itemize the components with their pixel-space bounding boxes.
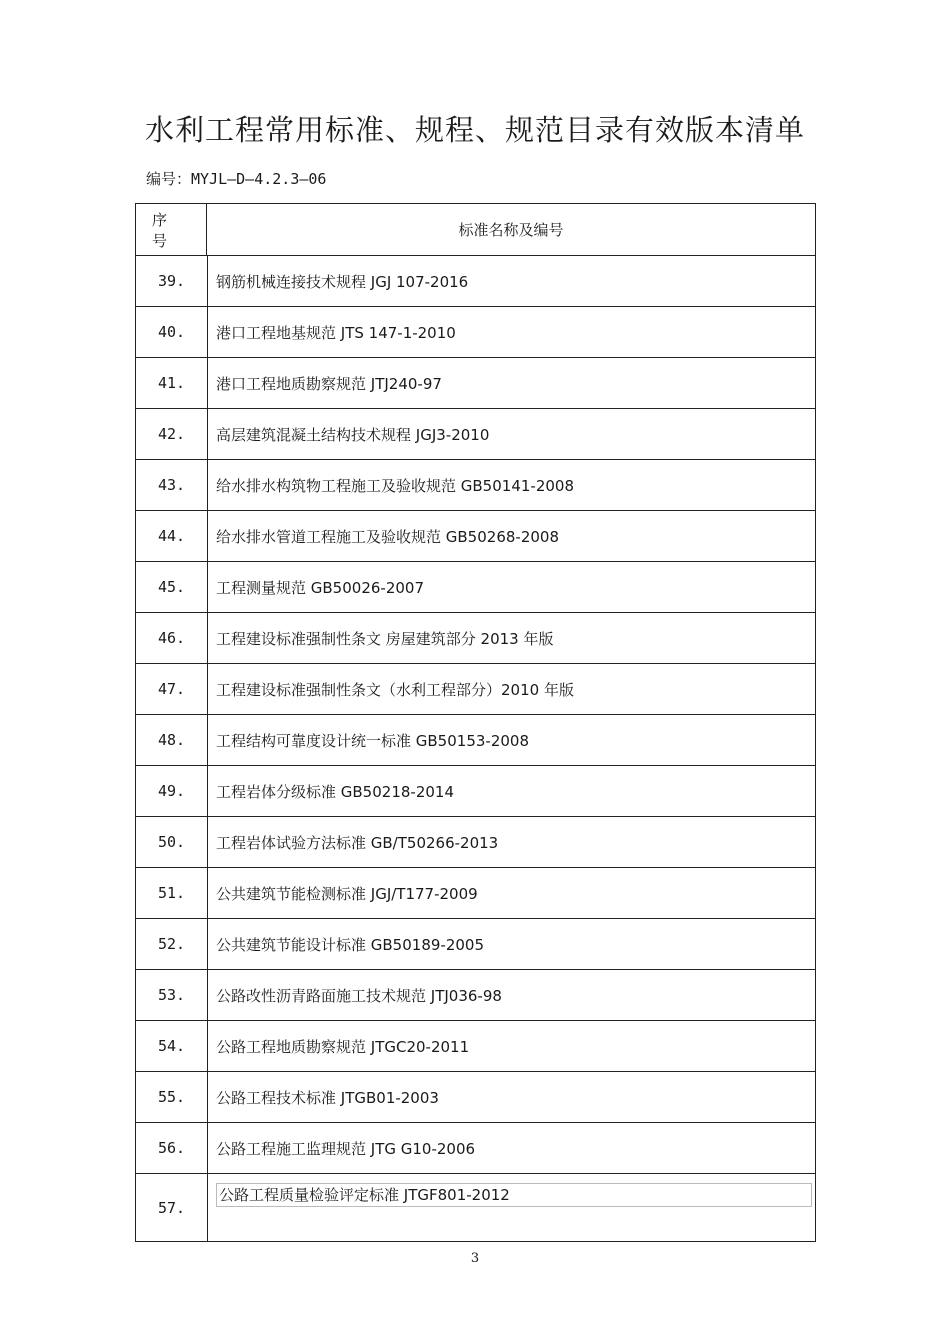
table-row bbox=[136, 256, 815, 307]
row-standard-name: 公路工程施工监理规范 JTG G10-2006 bbox=[216, 1139, 476, 1158]
row-number: 43. bbox=[136, 460, 208, 510]
row-standard-name: 工程测量规范 GB50026-2007 bbox=[216, 578, 424, 597]
row-standard-name: 公路工程技术标准 JTGB01-2003 bbox=[216, 1088, 439, 1107]
document-title: 水利工程常用标准、规程、规范目录有效版本清单 bbox=[144, 113, 805, 147]
table-row bbox=[136, 358, 815, 409]
table-row bbox=[136, 307, 815, 358]
row-number: 40. bbox=[136, 307, 208, 357]
row-standard-name: 工程建设标准强制性条文 房屋建筑部分 2013 年版 bbox=[216, 629, 554, 648]
table-row bbox=[136, 766, 815, 817]
row-number: 49. bbox=[136, 766, 208, 816]
table-row bbox=[136, 613, 815, 664]
row-standard-name-cell bbox=[208, 1174, 815, 1241]
selected-text-field[interactable]: 公路工程质量检验评定标准 JTGF801-2012 bbox=[216, 1183, 812, 1207]
row-number: 55. bbox=[136, 1072, 208, 1122]
table-row bbox=[136, 409, 815, 460]
row-number: 47. bbox=[136, 664, 208, 714]
table-row bbox=[136, 1072, 815, 1123]
row-standard-name: 高层建筑混凝土结构技术规程 JGJ3-2010 bbox=[216, 425, 490, 444]
document-number: 编号：MYJL—D—4.2.3—06 bbox=[146, 170, 327, 188]
row-standard-name: 给水排水管道工程施工及验收规范 GB50268-2008 bbox=[216, 527, 559, 546]
table-row bbox=[136, 970, 815, 1021]
table-row bbox=[136, 919, 815, 970]
row-standard-name: 给水排水构筑物工程施工及验收规范 GB50141-2008 bbox=[216, 476, 574, 495]
row-number: 57. bbox=[136, 1174, 208, 1241]
row-standard-name: 工程建设标准强制性条文（水利工程部分）2010 年版 bbox=[216, 680, 574, 699]
row-standard-name: 工程结构可靠度设计统一标准 GB50153-2008 bbox=[216, 731, 529, 750]
row-standard-name: 工程岩体试验方法标准 GB/T50266-2013 bbox=[216, 833, 499, 852]
row-number: 52. bbox=[136, 919, 208, 969]
table-row bbox=[136, 460, 815, 511]
page-number: 3 bbox=[470, 1251, 480, 1266]
row-standard-name: 公路改性沥青路面施工技术规范 JTJ036-98 bbox=[216, 986, 502, 1005]
row-standard-name: 公共建筑节能检测标准 JGJ/T177-2009 bbox=[216, 884, 478, 903]
header-serial-number: 序号 bbox=[136, 204, 207, 255]
row-number: 53. bbox=[136, 970, 208, 1020]
row-number: 46. bbox=[136, 613, 208, 663]
row-standard-name: 公共建筑节能设计标准 GB50189-2005 bbox=[216, 935, 484, 954]
row-number: 45. bbox=[136, 562, 208, 612]
table-row bbox=[136, 562, 815, 613]
row-number: 50. bbox=[136, 817, 208, 867]
table-row bbox=[136, 1174, 815, 1241]
table-row bbox=[136, 715, 815, 766]
header-standard-name: 标准名称及编号 bbox=[458, 221, 564, 239]
row-standard-name: 港口工程地基规范 JTS 147-1-2010 bbox=[216, 323, 456, 342]
row-standard-name: 港口工程地质勘察规范 JTJ240-97 bbox=[216, 374, 442, 393]
row-number: 39. bbox=[136, 256, 208, 306]
row-number: 44. bbox=[136, 511, 208, 561]
row-number: 56. bbox=[136, 1123, 208, 1173]
row-number: 54. bbox=[136, 1021, 208, 1071]
row-standard-name: 钢筋机械连接技术规程 JGJ 107-2016 bbox=[216, 272, 469, 291]
row-standard-name: 公路工程地质勘察规范 JTGC20-2011 bbox=[216, 1037, 470, 1056]
row-number: 41. bbox=[136, 358, 208, 408]
row-number: 51. bbox=[136, 868, 208, 918]
table-row bbox=[136, 511, 815, 562]
row-number: 48. bbox=[136, 715, 208, 765]
table-row bbox=[136, 868, 815, 919]
table-header-row bbox=[136, 204, 815, 256]
table-row bbox=[136, 1123, 815, 1174]
table-row bbox=[136, 1021, 815, 1072]
table-row bbox=[136, 664, 815, 715]
standards-table bbox=[135, 203, 816, 1242]
row-standard-name: 工程岩体分级标准 GB50218-2014 bbox=[216, 782, 454, 801]
row-number: 42. bbox=[136, 409, 208, 459]
table-row bbox=[136, 817, 815, 868]
